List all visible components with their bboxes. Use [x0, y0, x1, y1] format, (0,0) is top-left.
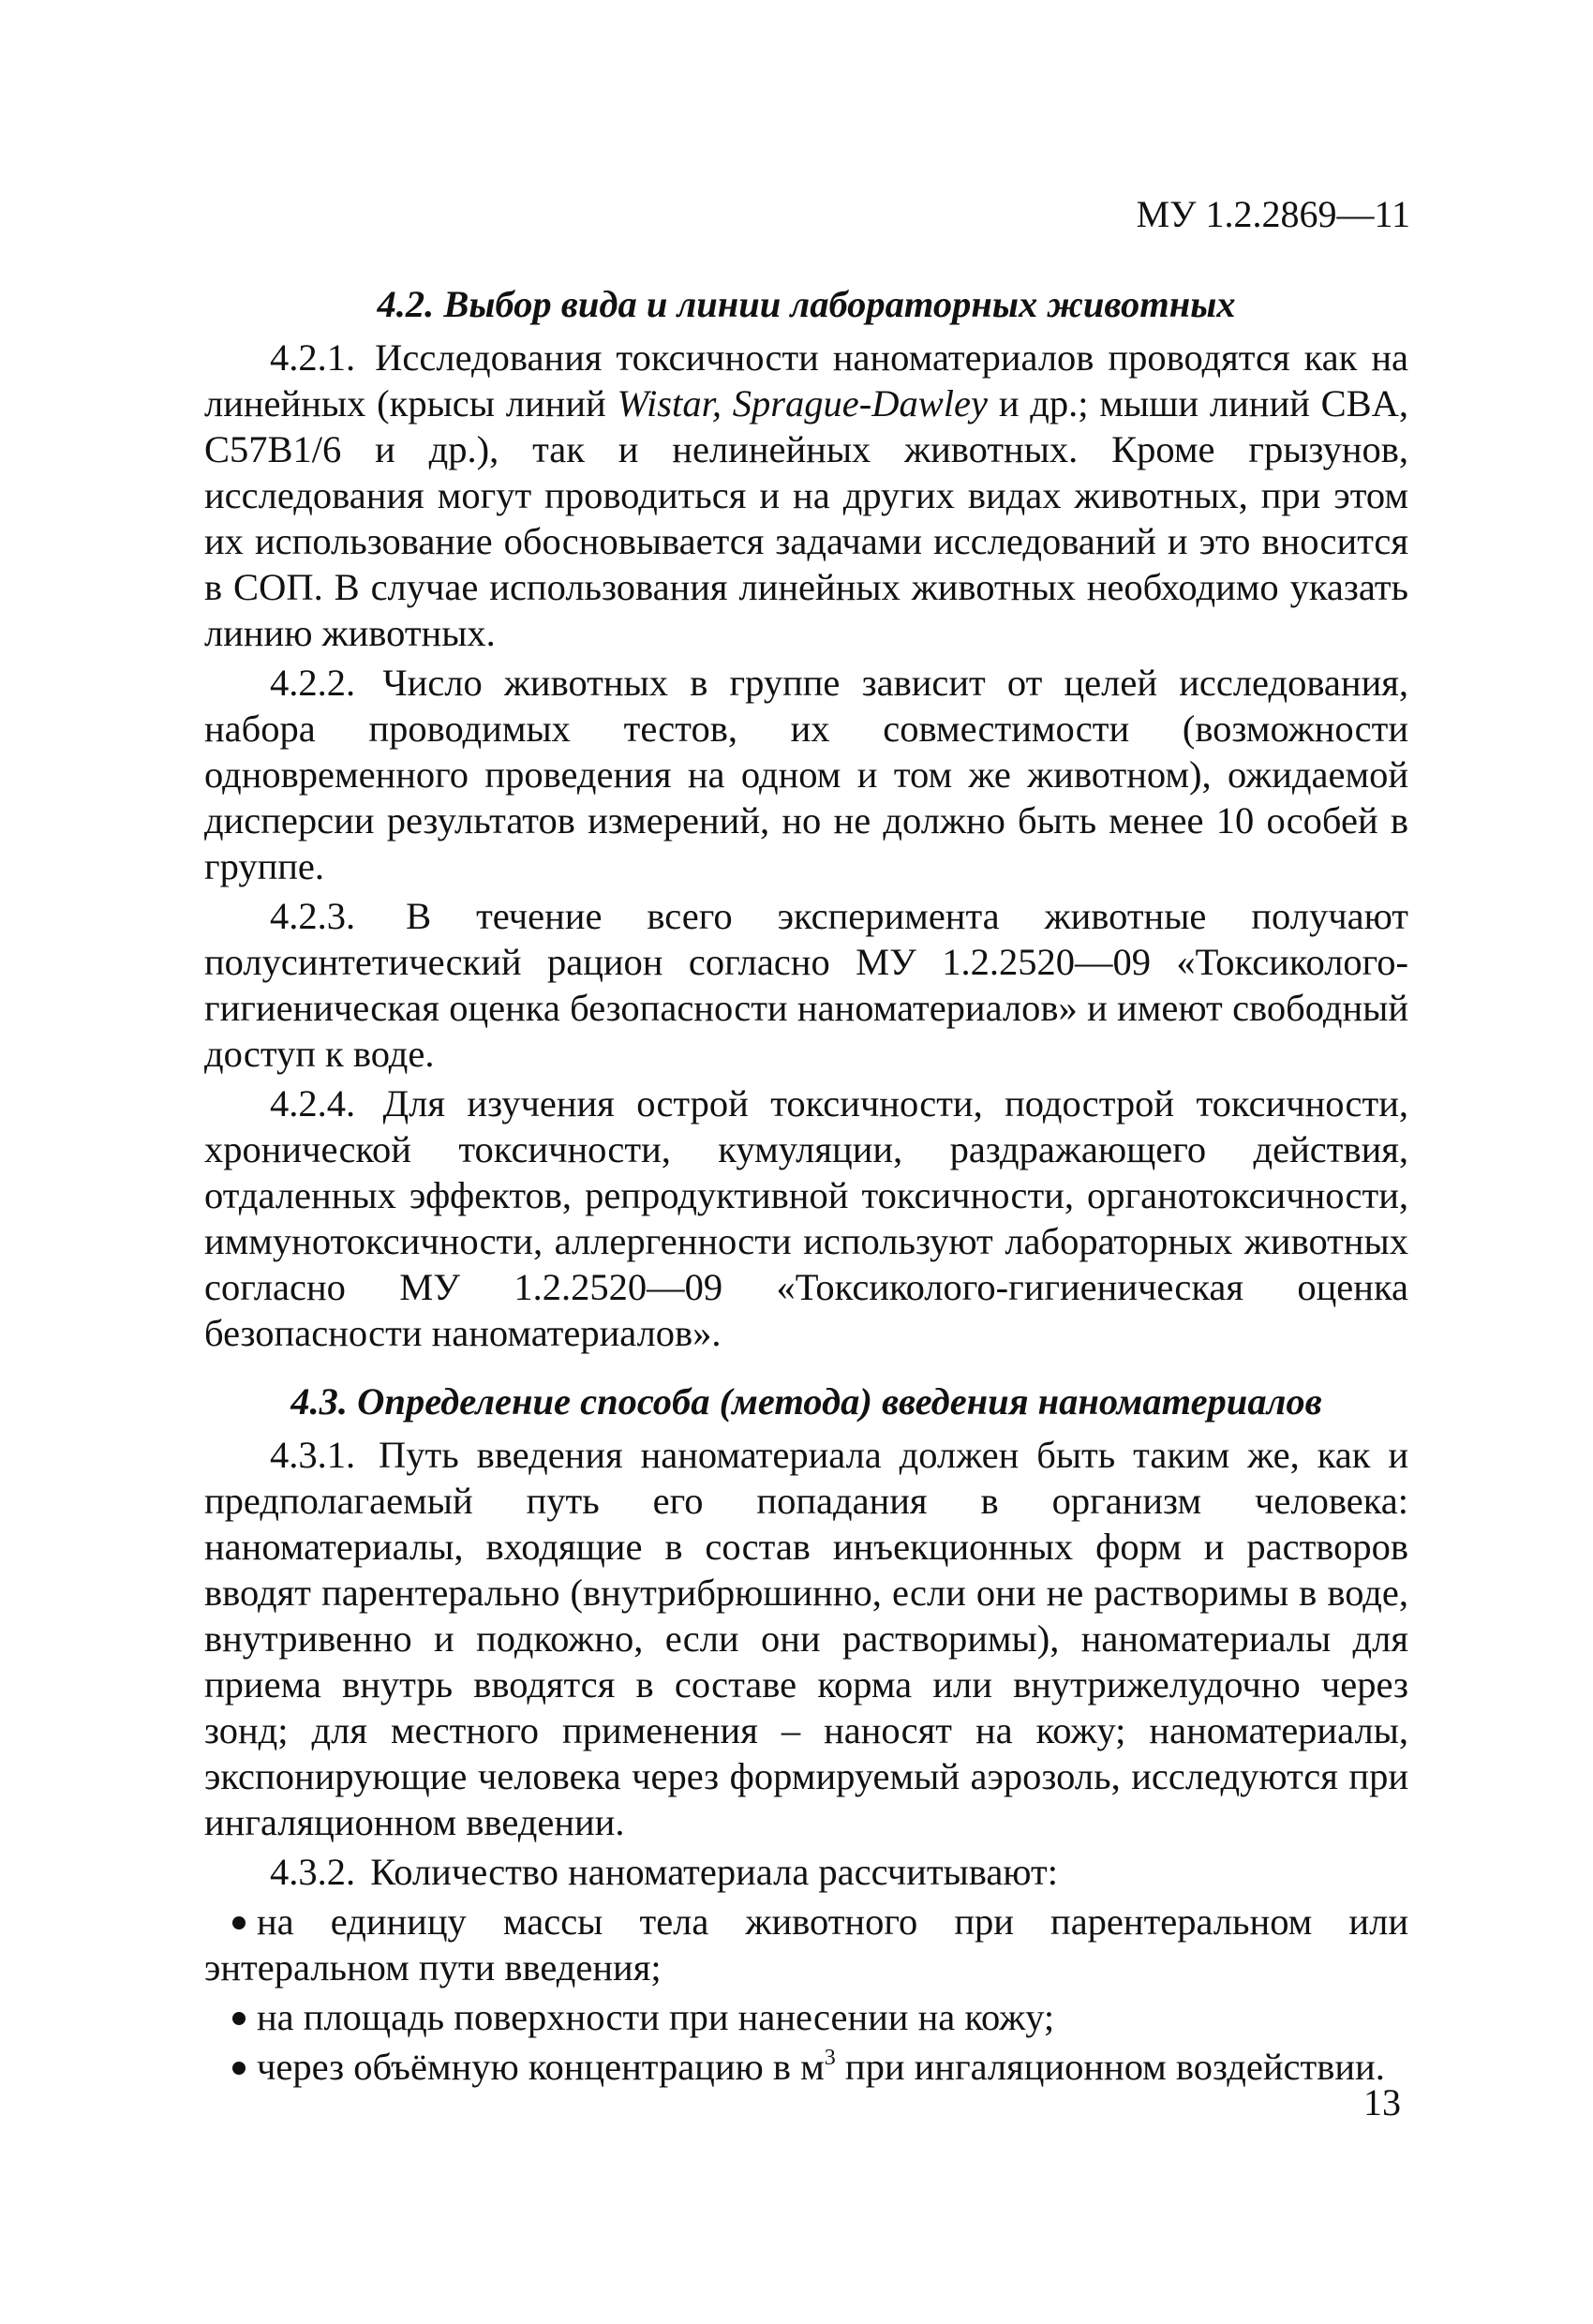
section-heading-4-3: 4.3. Определение способа (метода) введения наноматериалов [290, 1380, 1322, 1423]
list-item-text: на единицу массы тела животного при парентеральном или энтеральном пути введения; [204, 1900, 1408, 1989]
section-heading-4-2: 4.2. Выбор вида и линии лабораторных животных [377, 283, 1236, 325]
list-item-text: через объёмную концентрацию в м [257, 2046, 825, 2088]
superscript-exponent: 3 [824, 2045, 836, 2070]
list-item-text: на площадь поверхности при нанесении на кожу; [257, 1996, 1055, 2038]
clause-number: 4.3.2. [270, 1851, 356, 1893]
paragraph-4-2-2 [204, 660, 1408, 889]
paragraph-text: Для изучения острой токсичности, подострой токсичности, хронической токсичности, кумуляции, раздражающего действия, отдаленных эффектов, репродуктивной токсичности, органотоксичности, иммунотоксичности, аллергенности используют лабораторных животных согласно МУ 1.2.2520—09 «Токсиколого-гигиеническая оценка безопасности наноматериалов». [204, 1082, 1408, 1354]
clause-number: 4.2.1. [270, 336, 356, 379]
clause-number: 4.2.2. [270, 662, 356, 704]
list-item [204, 1994, 1408, 2040]
bullet-icon [232, 1916, 246, 1929]
bullet-icon [232, 2062, 246, 2075]
list-item [204, 2044, 1408, 2090]
paragraph-4-2-1 [204, 335, 1408, 656]
paragraph-text: Количество наноматериала рассчитывают: [370, 1851, 1058, 1893]
list-item [204, 1899, 1408, 1990]
clause-number: 4.3.1. [270, 1434, 356, 1476]
paragraph-text: Путь введения наноматериала должен быть таким же, как и предполагаемый путь его попадания в организм человека: наноматериалы, входящие в состав инъекционных форм и растворов вводят парентерально (внутрибрюшинно, если они не растворимы в воде, внутривенно и подкожно, если они растворимы), наноматериалы для приема внутрь вводятся в составе корма или внутрижелудочно через зонд; для местного применения – наносят на кожу; наноматериалы, экспонирующие человека через формируемый аэрозоль, исследуются при ингаляционном введении. [204, 1434, 1408, 1843]
paragraph-4-3-2 [204, 1849, 1408, 1895]
document-code: МУ 1.2.2869—11 [1136, 193, 1410, 235]
clause-number: 4.2.3. [270, 895, 356, 937]
page-body [204, 281, 1408, 2093]
paragraph-text: Число животных в группе зависит от целей исследования, набора проводимых тестов, их совместимости (возможности одновременного проведения на одном и том же животном), ожидаемой дисперсии результатов измерений, но не должно быть менее 10 особей в группе. [204, 662, 1409, 887]
bullet-icon [232, 2012, 246, 2025]
rat-strains: Wistar, Sprague-Dawley [617, 382, 988, 425]
paragraph-4-2-3 [204, 893, 1408, 1077]
paragraph-4-3-1 [204, 1432, 1408, 1845]
paragraph-text: В течение всего эксперимента животные получают полусинтетический рацион согласно МУ 1.2.2520—09 «Токсиколого-гигиеническая оценка безопасности наноматериалов» и имеют свободный доступ к воде. [204, 895, 1408, 1075]
clause-number: 4.2.4. [270, 1082, 356, 1125]
list-item-text: при ингаляционном воздействии. [844, 2046, 1385, 2088]
paragraph-4-2-4 [204, 1080, 1408, 1356]
paragraph-text: и др.; мыши линий CBA, C57B1/6 и др.), так и нелинейных животных. Кроме грызунов, исследования могут проводиться и на других видах животных, при этом их использование обосновывается задачами исследований и это вносится в СОП. В случае использования линейных животных необходимо указать линию животных. [204, 382, 1409, 654]
paragraph-text: Исследования токсичности наноматериалов проводятся как на линейных (крысы линий [204, 336, 1409, 425]
page-number: 13 [1363, 2081, 1401, 2123]
